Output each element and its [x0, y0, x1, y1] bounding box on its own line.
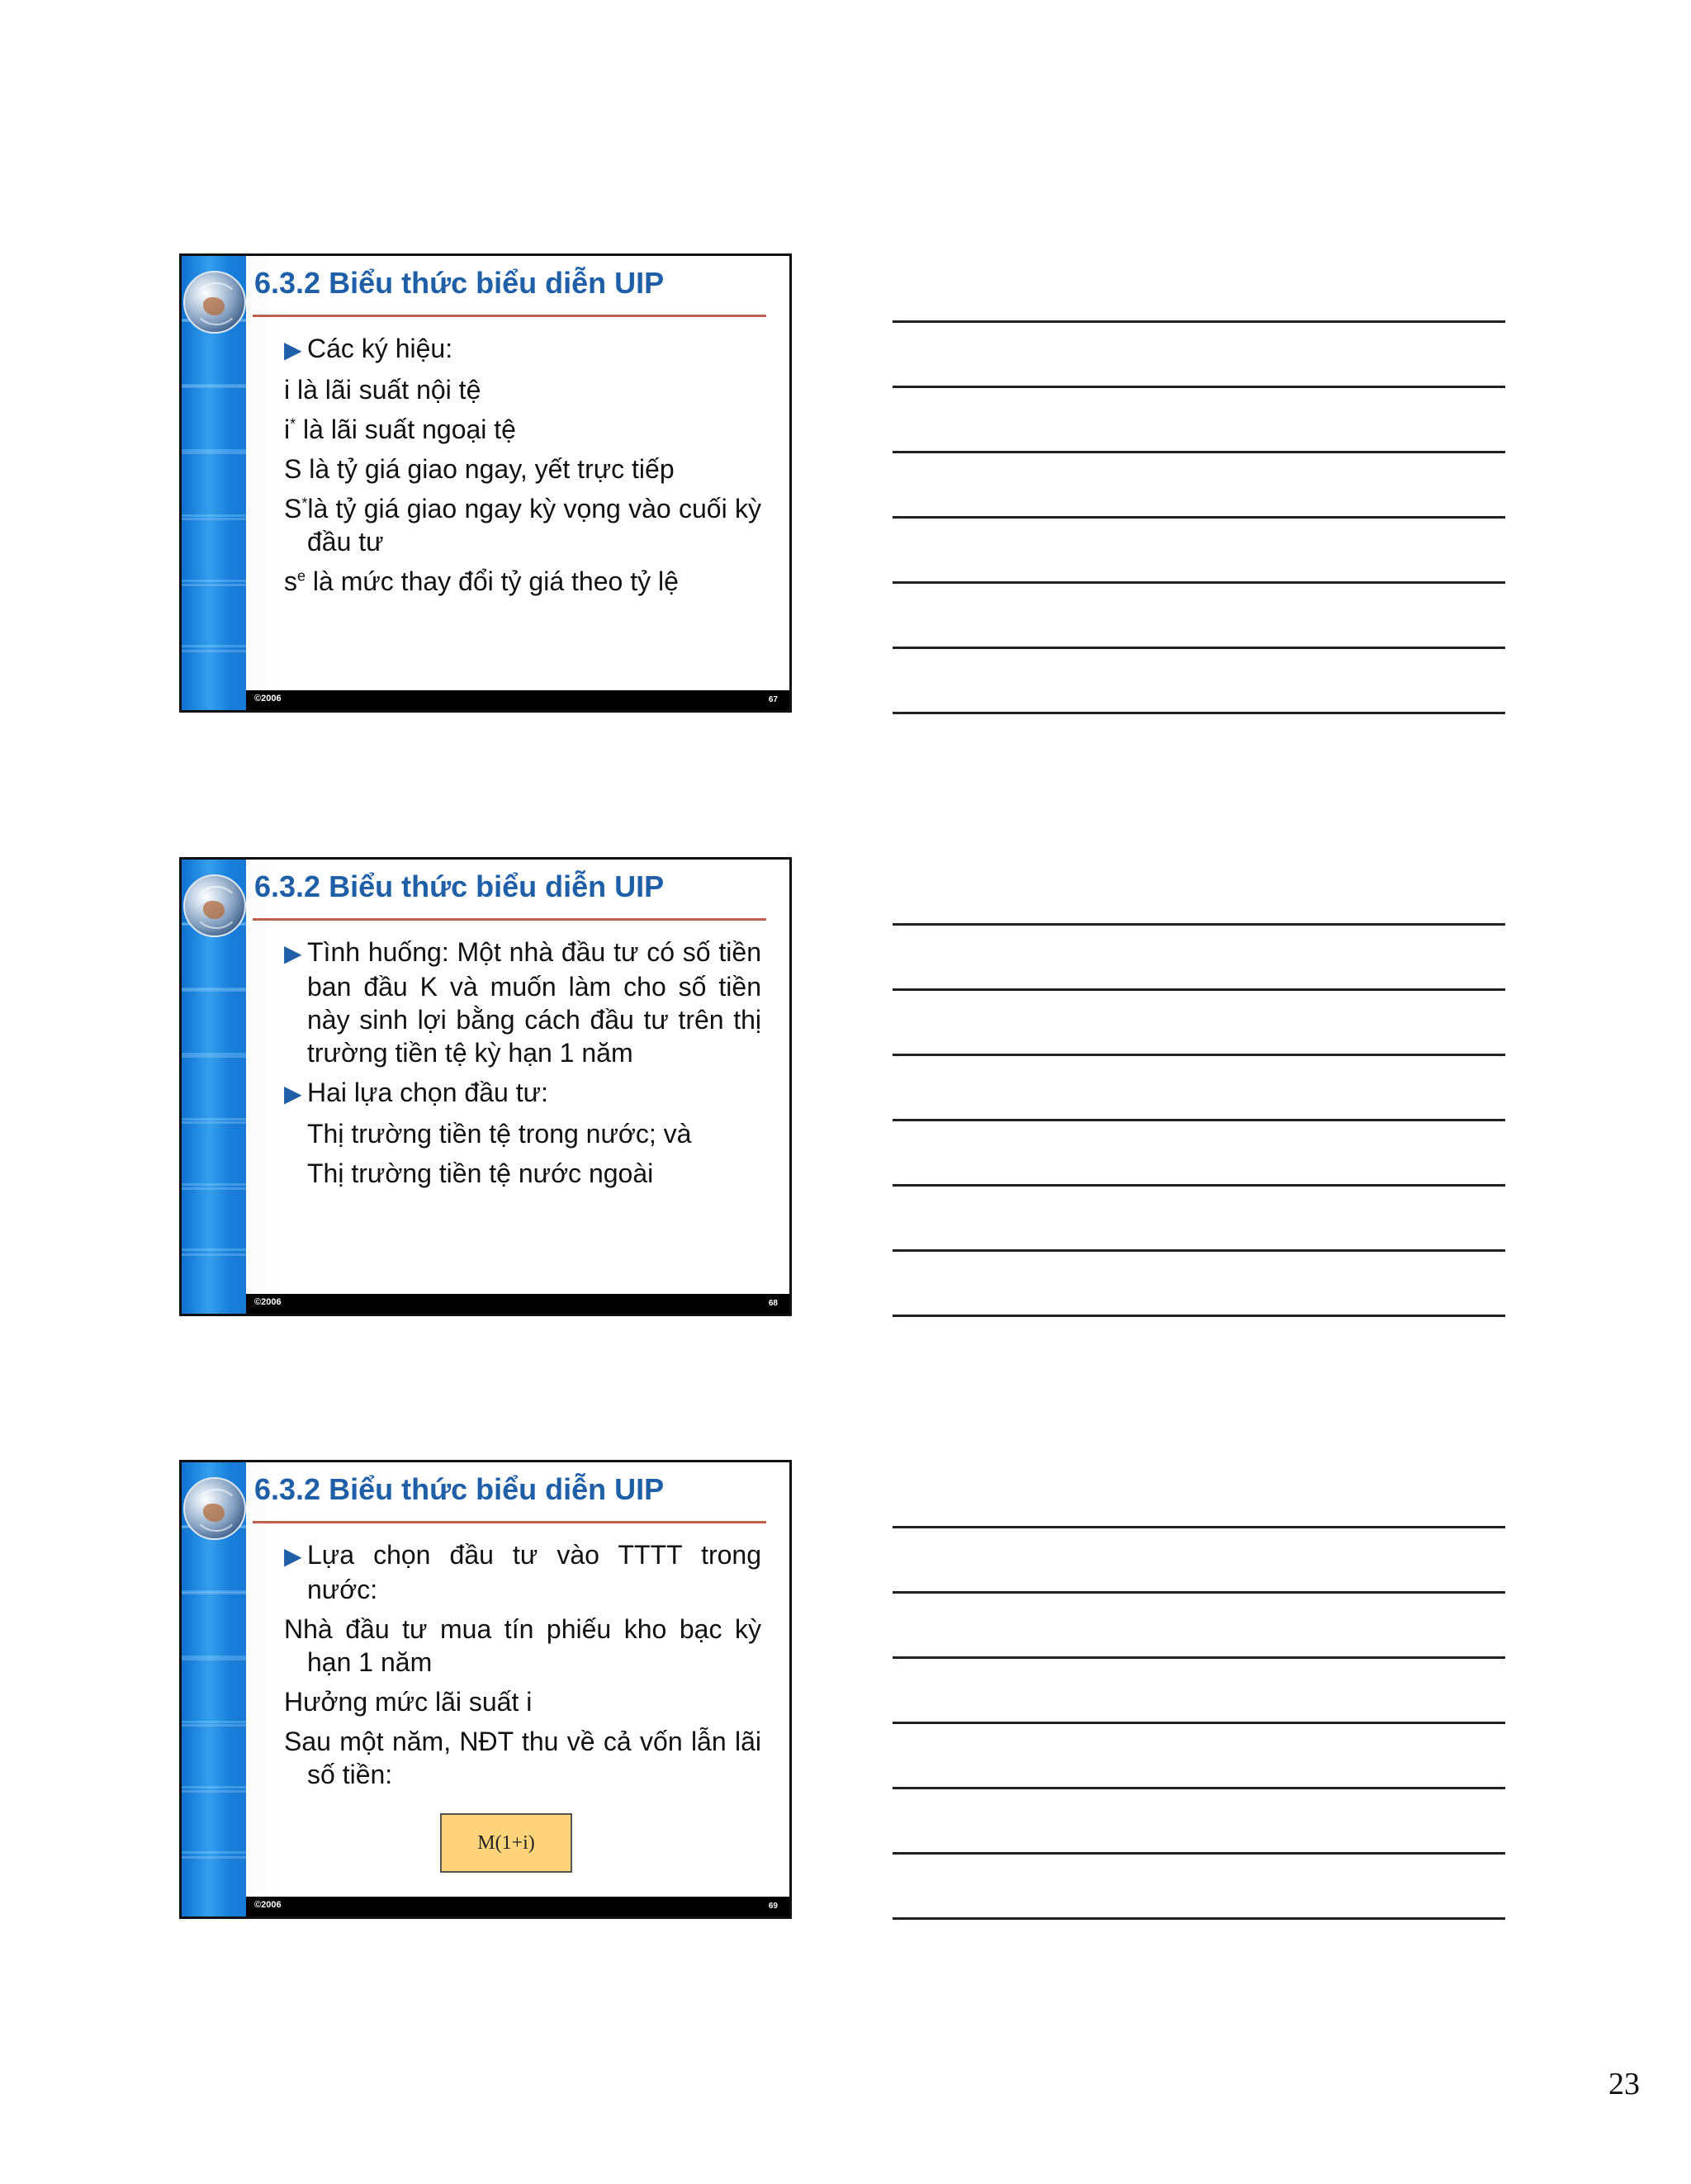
- slide-footer: [246, 1294, 789, 1314]
- triangle-bullet-icon: ▶: [284, 1543, 302, 1569]
- line-text: là mức thay đổi tỷ giá theo tỷ lệ: [306, 566, 679, 596]
- page-number: 23: [1608, 2067, 1640, 2101]
- slide-68: [179, 857, 792, 1316]
- bullet-line: [284, 332, 761, 367]
- triangle-bullet-icon: ▶: [284, 337, 302, 362]
- slide-body: [284, 1538, 761, 1798]
- slide-title: 6.3.2 Biểu thức biểu diễn UIP: [254, 1472, 665, 1506]
- superscript: *: [290, 415, 296, 433]
- text-line: [284, 373, 761, 406]
- slide-67: [179, 253, 792, 713]
- note-line: [893, 581, 1505, 584]
- triangle-bullet-icon: ▶: [284, 940, 302, 966]
- note-line: [893, 1852, 1505, 1855]
- note-line: [893, 1591, 1505, 1594]
- note-line: [893, 1249, 1505, 1252]
- line-text: là tỷ giá giao ngay kỳ vọng vào cuối kỳ đầu tư: [307, 494, 761, 557]
- slide-number: 67: [768, 695, 778, 704]
- note-line: [893, 923, 1505, 926]
- note-line: [893, 988, 1505, 991]
- note-line: [893, 451, 1505, 453]
- copyright-text: ©2006: [254, 694, 282, 704]
- line-text: S là tỷ giá giao ngay, yết trực tiếp: [284, 454, 675, 484]
- line-text: i là lãi suất nội tệ: [284, 375, 481, 405]
- note-line: [893, 1054, 1505, 1056]
- line-text: Thị trường tiền tệ trong nước; và: [307, 1119, 692, 1149]
- note-line: [893, 1787, 1505, 1789]
- slide-number: 68: [768, 1299, 778, 1308]
- slide-body: [284, 936, 761, 1196]
- superscript: e: [297, 567, 306, 585]
- globe-logo-icon: [183, 271, 246, 334]
- text-line: [284, 1613, 761, 1679]
- slide-footer: [246, 1897, 789, 1916]
- text-line: [284, 1685, 761, 1718]
- note-line: [893, 1722, 1505, 1724]
- slide-footer: [246, 690, 789, 710]
- line-text: Lựa chọn đầu tư vào TTTT trong nước:: [307, 1540, 761, 1604]
- line-text: Sau một năm, NĐT thu về cả vốn lẫn lãi số tiền:: [284, 1727, 761, 1789]
- note-line: [893, 386, 1505, 388]
- text-line: [284, 452, 761, 486]
- copyright-text: ©2006: [254, 1900, 282, 1910]
- slide-title: 6.3.2 Biểu thức biểu diễn UIP: [254, 869, 665, 903]
- slide-69: [179, 1460, 792, 1919]
- note-line: [893, 1526, 1505, 1528]
- note-line: [893, 1184, 1505, 1187]
- line-text: Hưởng mức lãi suất i: [284, 1687, 533, 1717]
- note-line: [893, 320, 1505, 323]
- line-text: Thị trường tiền tệ nước ngoài: [307, 1158, 654, 1188]
- symbol-text: s: [284, 566, 297, 596]
- note-line: [893, 1315, 1505, 1317]
- triangle-bullet-icon: ▶: [284, 1081, 302, 1106]
- title-underline: [253, 1521, 766, 1523]
- text-line: [284, 1725, 761, 1791]
- title-underline: [253, 315, 766, 317]
- superscript: *: [301, 495, 308, 512]
- copyright-text: ©2006: [254, 1297, 282, 1307]
- slide-body: [284, 332, 761, 604]
- bullet-line: [284, 936, 761, 1069]
- bullet-line: [284, 1538, 761, 1606]
- note-line: [893, 1917, 1505, 1920]
- note-line: [893, 712, 1505, 714]
- text-line: [284, 492, 761, 558]
- globe-logo-icon: [183, 1477, 246, 1540]
- slide-title: 6.3.2 Biểu thức biểu diễn UIP: [254, 266, 665, 300]
- text-line: [284, 1157, 761, 1190]
- note-line: [893, 1656, 1505, 1659]
- symbol-text: S: [284, 494, 302, 523]
- title-underline: [253, 918, 766, 921]
- slide-number: 69: [768, 1902, 778, 1911]
- globe-logo-icon: [183, 874, 246, 937]
- line-text: là lãi suất ngoại tệ: [296, 415, 516, 444]
- text-line: [284, 413, 761, 446]
- symbol-text: i: [284, 415, 291, 444]
- text-line: [284, 565, 761, 598]
- note-line: [893, 1119, 1505, 1121]
- line-text: Các ký hiệu:: [307, 334, 453, 363]
- note-line: [893, 516, 1505, 519]
- formula-box: M(1+i): [440, 1813, 572, 1873]
- bullet-line: [284, 1076, 761, 1111]
- text-line: [284, 1117, 761, 1150]
- note-line: [893, 647, 1505, 649]
- line-text: Nhà đầu tư mua tín phiếu kho bạc kỳ hạn 1 năm: [284, 1614, 761, 1677]
- line-text: Tình huống: Một nhà đầu tư có số tiền ban đầu K và muốn làm cho số tiền này sinh lợi bằng cách đầu tư trên thị trường tiền tệ kỳ hạn 1 năm: [307, 937, 761, 1068]
- line-text: Hai lựa chọn đầu tư:: [307, 1078, 548, 1107]
